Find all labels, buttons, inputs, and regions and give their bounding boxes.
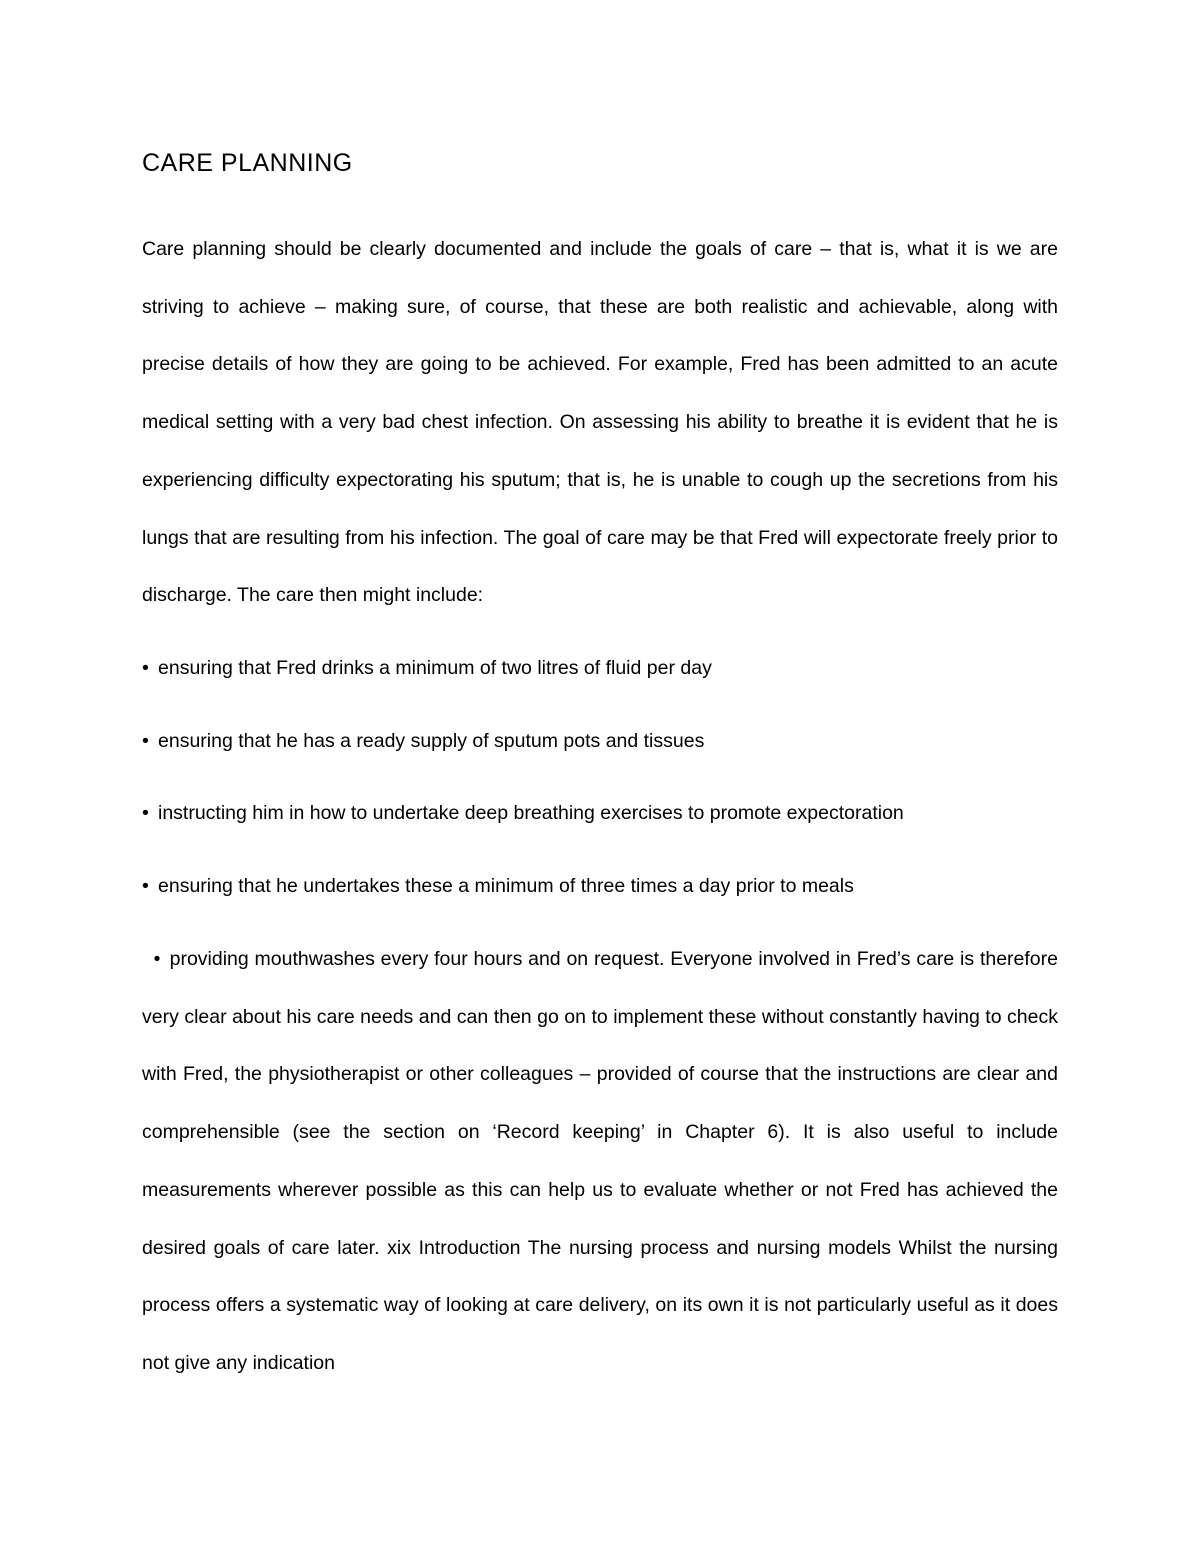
bullet-icon: • bbox=[142, 729, 149, 752]
bullet-icon: • bbox=[142, 875, 149, 898]
list-item-text: ensuring that Fred drinks a minimum of two litres of fluid per day bbox=[158, 657, 712, 679]
bullet-icon: • bbox=[142, 657, 149, 679]
bullet-icon: • bbox=[142, 802, 149, 825]
list-item bbox=[142, 858, 1058, 931]
care-list bbox=[142, 640, 1058, 931]
intro-paragraph: Care planning should be clearly documented and include the goals of care – that is, what it is we are striving to achieve – making sure, of course, that these are both realistic and achievable, along with precise details of how they are going to be achieved. For example, Fred has been admitted to an acute medical setting with a very bad chest infection. On assessing his ability to breathe it is evident that he is experiencing difficulty expectorating his sputum; that is, he is unable to cough up the secretions from his lungs that are resulting from his infection. The goal of care may be that Fred will expectorate freely prior to discharge. The care then might include: bbox=[142, 238, 1058, 607]
closing-paragraph-text: providing mouthwashes every four hours and on request. Everyone involved in Fred’s care is therefore very clear about his care needs and can then go on to implement these without constantly having to check with Fred, the physiotherapist or other colleagues – provided of course that the instructions are clear and comprehensible (see the section on ‘Record keeping’ in Chapter 6). It is also useful to include measurements wherever possible as this can help us to evaluate whether or not Fred has achieved the desired goals of care later. xix Introduction The nursing process and nursing models Whilst the nursing process offers a systematic way of looking at care delivery, on its own it is not particularly useful as it does not give any indication bbox=[142, 948, 1058, 1374]
list-item-text: ensuring that he undertakes these a minimum of three times a day prior to meals bbox=[158, 875, 854, 898]
page-title: CARE PLANNING bbox=[142, 149, 353, 177]
closing-paragraph bbox=[142, 931, 1058, 1393]
list-item bbox=[142, 713, 1058, 786]
list-item bbox=[142, 640, 1058, 713]
list-item-text: instructing him in how to undertake deep breathing exercises to promote expectoration bbox=[158, 802, 904, 825]
list-item-text: ensuring that he has a ready supply of sputum pots and tissues bbox=[158, 729, 705, 752]
list-item bbox=[142, 785, 1058, 858]
bullet-icon: • bbox=[153, 948, 161, 970]
